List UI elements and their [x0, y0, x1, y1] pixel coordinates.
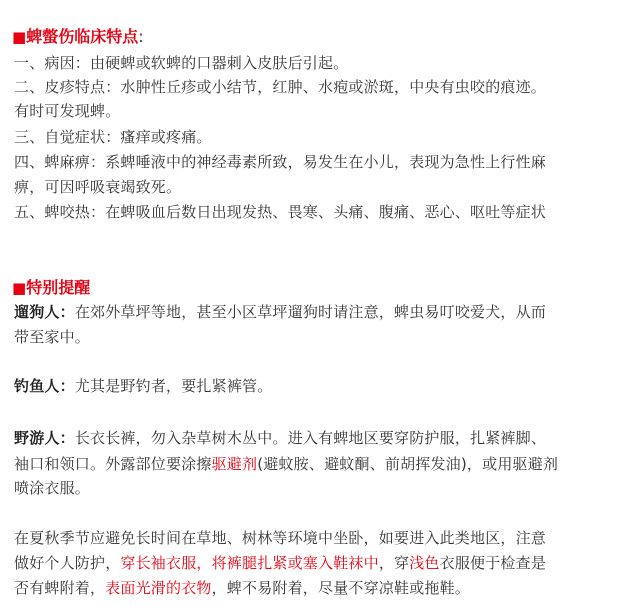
season-line-3 — [14, 576, 611, 600]
clothing-highlight: 穿长袖衣服，将裤腿扎紧或塞入鞋袜中 — [120, 554, 379, 572]
angler-line — [14, 374, 611, 398]
season-text: 做好个人防护， — [14, 554, 121, 572]
season-text: 衣服便于检查是 — [439, 554, 547, 572]
hiker-text: 长衣长裤，勿入杂草树木丛中。进入有蜱地区要穿防护服，扎紧裤脚、 — [74, 429, 547, 447]
smooth-clothing-highlight: 表面光滑的衣物 — [105, 579, 212, 597]
angler-text: 尤其是野钓者，要扎紧裤管。 — [74, 377, 273, 395]
clinical-line-1: 一、病因：由硬蜱或软蜱的口器刺入皮肤后引起。 — [14, 54, 349, 72]
hiker-text: 袖口和领口。外露部位要涂擦 — [14, 455, 212, 473]
square-bullet-icon: ■ — [12, 28, 27, 46]
section-heading-reminder — [12, 277, 90, 299]
dog-walker-line-2: 带至家中。 — [14, 328, 91, 346]
section-heading-clinical — [12, 26, 144, 48]
dog-walker-line-1 — [14, 300, 611, 324]
light-color-highlight: 浅色 — [409, 554, 440, 572]
clinical-line-6: 痹，可因呼吸衰竭致死。 — [14, 178, 182, 196]
hiker-line-2 — [14, 452, 611, 476]
season-line-1: 在夏秋季节应避免长时间在草地、树林等环境中坐卧，如要进入此类地区，注意 — [14, 529, 547, 547]
hiker-text: (避蚊胺、避蚊酮、前胡挥发油)，或用驱避剂 — [257, 455, 559, 473]
season-text: ，蜱不易附着，尽量不穿凉鞋或拖鞋。 — [211, 579, 471, 597]
angler-label: 钓鱼人： — [14, 377, 75, 395]
clinical-line-7: 五、蜱咬热：在蜱吸血后数日出现发热、畏寒、头痛、腹痛、恶心、呕吐等症状 — [14, 203, 547, 221]
dog-walker-label: 遛狗人： — [14, 303, 75, 321]
season-line-2 — [14, 551, 611, 575]
hiker-label: 野游人： — [14, 429, 75, 447]
section-title: 特别提醒 — [26, 278, 91, 297]
title-colon: : — [138, 27, 144, 46]
hiker-line-1 — [14, 426, 611, 450]
hiker-line-3: 喷涂衣服。 — [14, 479, 91, 497]
clinical-line-4: 三、自觉症状：瘙痒或疼痛。 — [14, 128, 212, 146]
clinical-line-3: 有时可发现蜱。 — [14, 102, 121, 120]
season-text: 否有蜱附着， — [14, 579, 106, 597]
dog-walker-text: 在郊外草坪等地，甚至小区草坪遛狗时请注意，蜱虫易叮咬爱犬，从而 — [74, 303, 547, 321]
season-text: ，穿 — [378, 554, 410, 572]
repellent-highlight: 驱避剂 — [211, 455, 258, 473]
clinical-line-2: 二、皮疹特点：水肿性丘疹或小结节，红肿、水疱或淤斑，中央有虫咬的痕迹。 — [14, 78, 547, 96]
square-bullet-icon: ■ — [12, 279, 27, 297]
section-title: 蜱螫伤临床特点 — [26, 27, 139, 46]
clinical-line-5: 四、蜱麻痹：系蜱唾液中的神经毒素所致，易发生在小儿，表现为急性上行性麻 — [14, 153, 547, 171]
